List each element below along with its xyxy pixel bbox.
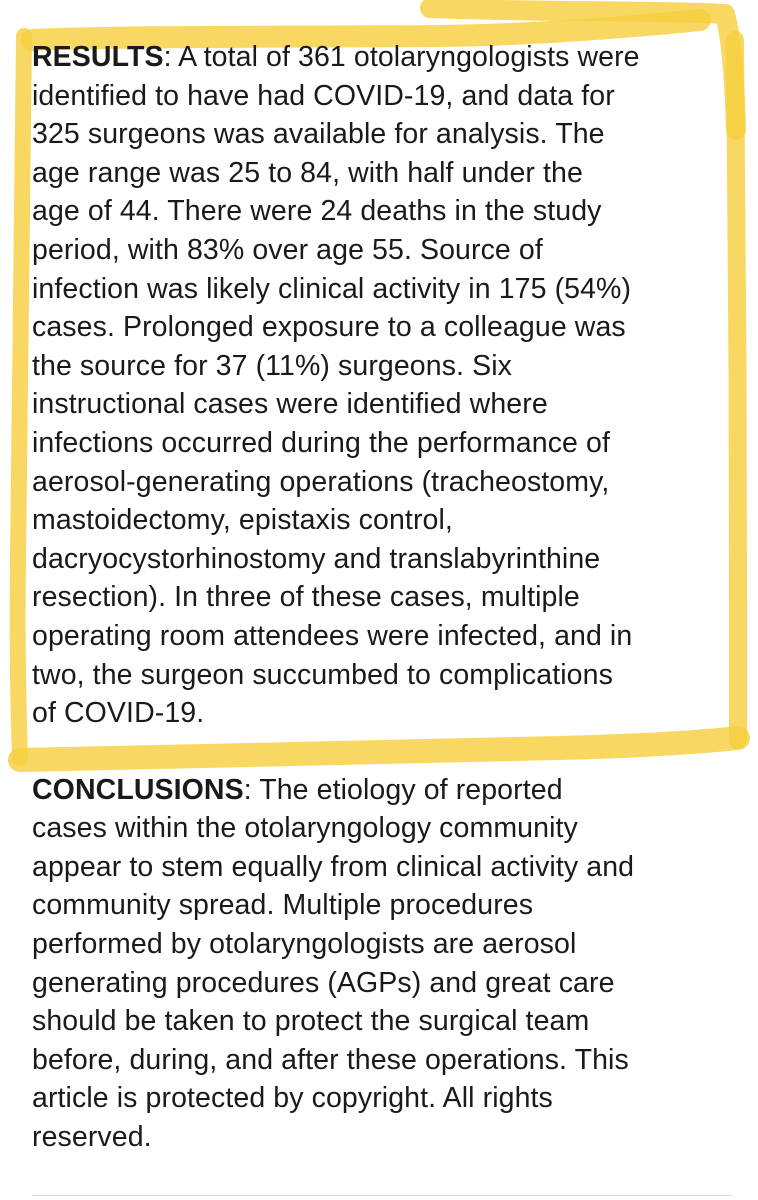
conclusions-line: should be taken to protect the surgical team <box>32 1005 590 1038</box>
highlight-left-stroke <box>18 36 24 758</box>
highlight-right-stroke <box>735 40 738 740</box>
results-heading: RESULTS <box>32 41 164 73</box>
conclusions-line: generating procedures (AGPs) and great care <box>32 966 615 999</box>
conclusions-line: cases within the otolaryngology community <box>32 812 578 845</box>
results-line: age of 44. There were 24 deaths in the study <box>32 195 602 228</box>
conclusions-line: appear to stem equally from clinical activity and <box>32 850 635 883</box>
highlight-top-stroke <box>32 20 700 40</box>
results-line: mastoidectomy, epistaxis control, <box>32 504 453 537</box>
results-line: identified to have had COVID-19, and data for <box>32 79 615 112</box>
results-line: cases. Prolonged exposure to a colleague was <box>32 311 626 344</box>
abstract-document <box>32 38 732 1157</box>
results-line: 325 surgeons was available for analysis. The <box>32 118 605 151</box>
results-line: operating room attendees were infected, and in <box>32 619 633 652</box>
results-line: two, the surgeon succumbed to complications <box>32 658 613 691</box>
bottom-divider <box>32 1195 732 1196</box>
conclusions-line <box>32 771 732 810</box>
conclusions-line: reserved. <box>32 1121 152 1154</box>
conclusions-line: before, during, and after these operations. This <box>32 1043 629 1076</box>
results-line: resection). In three of these cases, multiple <box>32 581 580 614</box>
conclusions-line: performed by otolaryngologists are aerosol <box>32 928 577 961</box>
results-line-text: : A total of 361 otolaryngologists were <box>163 41 640 73</box>
results-line <box>32 38 732 77</box>
results-line: age range was 25 to 84, with half under the <box>32 156 583 189</box>
results-paragraph <box>32 38 732 733</box>
results-line: of COVID-19. <box>32 697 205 730</box>
conclusions-heading: CONCLUSIONS <box>32 773 244 806</box>
results-line: aerosol-generating operations (tracheostomy, <box>32 465 610 498</box>
results-line: infections occurred during the performance of <box>32 426 610 459</box>
results-line: the source for 37 (11%) surgeons. Six <box>32 349 512 382</box>
results-line: instructional cases were identified where <box>32 388 548 421</box>
conclusions-line: article is protected by copyright. All rights <box>32 1082 553 1115</box>
conclusions-line: community spread. Multiple procedures <box>32 889 534 922</box>
conclusions-paragraph <box>32 771 732 1157</box>
conclusions-line-text: : The etiology of reported <box>243 773 563 806</box>
results-line: dacryocystorhinostomy and translabyrinthine <box>32 542 601 575</box>
results-line: period, with 83% over age 55. Source of <box>32 233 543 266</box>
results-line: infection was likely clinical activity in 175 (54%) <box>32 272 632 305</box>
